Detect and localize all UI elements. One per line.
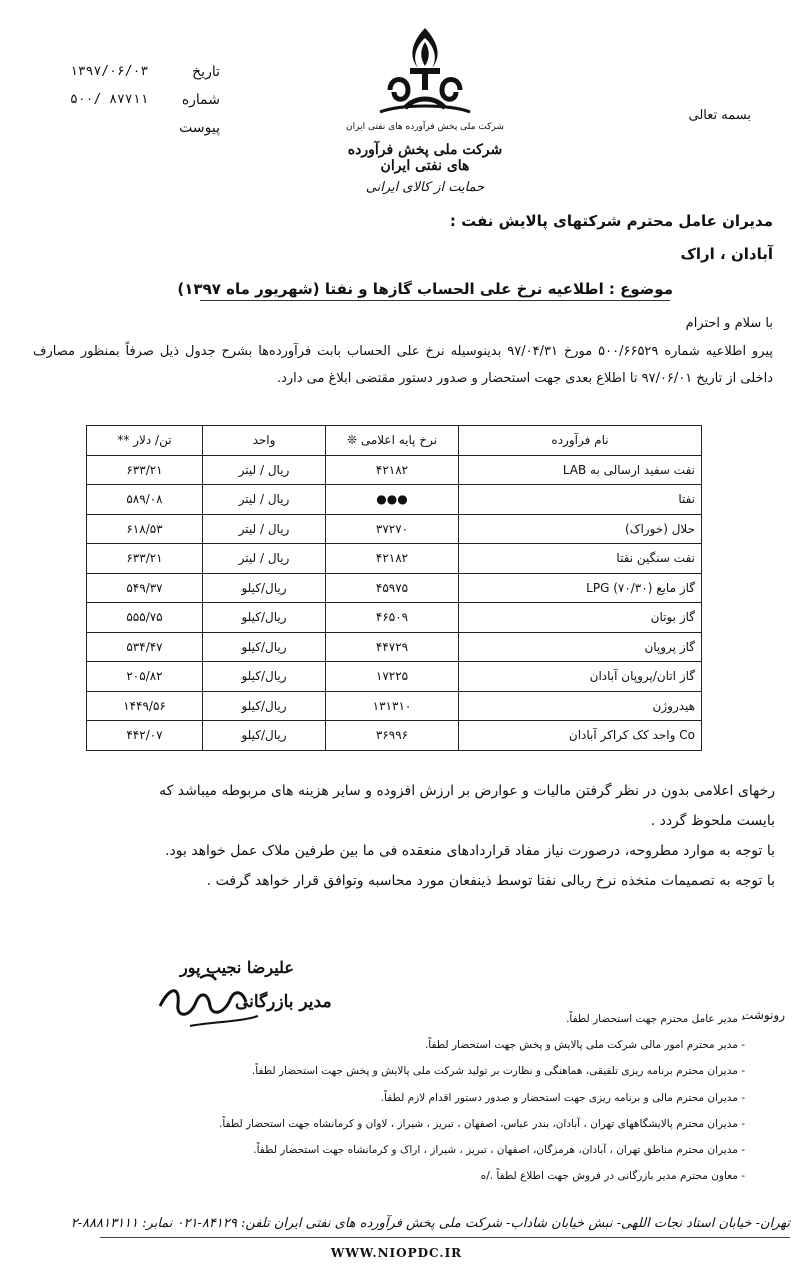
header-rate: نرخ پایه اعلامی ❊ <box>326 426 459 456</box>
unit-value: ریال/کیلو <box>203 573 326 603</box>
table-row <box>87 455 702 485</box>
product-name: هیدروژن <box>459 691 702 721</box>
cc-list <box>45 1006 745 1189</box>
letter-subject: موضوع : اطلاعیه نرخ علی الحساب گازها و نفتا (شهریور ماه ۱۳۹۷) <box>177 280 673 298</box>
note-line: بایست ملحوظ گردد . <box>650 813 775 829</box>
niopdc-logo <box>346 20 504 200</box>
number-value: ۵۰۰/ ۸۷۷۱۱ <box>70 92 149 107</box>
header-usd-per-ton: تن/ دلار ** <box>87 426 203 456</box>
unit-value: ریال/کیلو <box>203 691 326 721</box>
signer-title: مدیر بازرگانی <box>235 992 332 1012</box>
usd-value: ۶۳۳/۲۱ <box>87 455 203 485</box>
rate-value: ۱۳۱۳۱۰ <box>326 691 459 721</box>
rate-value: ●●● <box>326 485 459 515</box>
header-product: نام فرآورده <box>459 426 702 456</box>
product-name: گاز اتان/پروپان آبادان <box>459 662 702 692</box>
letter-meta <box>70 58 220 142</box>
note-line: رخهای اعلامی بدون در نظر گرفتن مالیات و عوارض بر ارزش افزوده و سایر هزینه های مربوطه میباشد که <box>159 783 775 799</box>
cc-item: - معاون محترم مدیر بازرگانی در فروش جهت اطلاع لطفاً ./ه <box>480 1170 745 1183</box>
cc-item: - مدیران محترم برنامه ریزی تلفیقی، هماهنگی و نظارت بر تولید شرکت ملی پالایش و پخش جهت استحضار لطفاً. <box>251 1065 745 1078</box>
rate-value: ۳۶۹۹۶ <box>326 721 459 751</box>
unit-value: ریال/کیلو <box>203 603 326 633</box>
table-row <box>87 632 702 662</box>
header-unit: واحد <box>203 426 326 456</box>
usd-value: ۵۴۹/۳۷ <box>87 573 203 603</box>
note-line: با توجه به تصمیمات متخذه نرخ ریالی نفتا توسط ذینفعان مورد محاسبه وتوافق قرار خواهد گرفت . <box>206 873 775 889</box>
unit-value: ریال / لیتر <box>203 485 326 515</box>
addressee-cities: آبادان ، اراک <box>680 245 773 263</box>
notes <box>20 776 775 896</box>
product-name: نفتا <box>459 485 702 515</box>
note-line: با توجه به موارد مطروحه، درصورت نیاز مفاد قراردادهای منعقده فی ما بین طرفین ملاک عمل خواهد بود. <box>165 843 775 859</box>
logo-subtitle: شرکت ملی پخش فرآورده های نفتی ایران <box>346 122 504 132</box>
product-name: گاز بوتان <box>459 603 702 633</box>
table-row <box>87 573 702 603</box>
footer-divider <box>100 1237 790 1238</box>
date-value: ۱۳۹۷/۰۶/۰۳ <box>70 64 149 79</box>
table-row <box>87 544 702 574</box>
usd-value: ۵۸۹/۰۸ <box>87 485 203 515</box>
unit-value: ریال / لیتر <box>203 455 326 485</box>
cc-label: رونوشت <box>742 1008 785 1022</box>
number-label: شماره <box>181 92 220 108</box>
date-label: تاریخ <box>192 64 220 80</box>
rate-value: ۱۷۲۲۵ <box>326 662 459 692</box>
usd-value: ۵۳۴/۴۷ <box>87 632 203 662</box>
attachment-label: پیوست <box>179 120 220 136</box>
unit-value: ریال/کیلو <box>203 721 326 751</box>
table-header-row <box>87 426 702 456</box>
cc-item: - مدیران محترم مالی و برنامه ریزی جهت استحضار و صدور دستور اقدام لازم لطفاً. <box>380 1091 745 1104</box>
rates-table <box>86 425 702 751</box>
usd-value: ۲۰۵/۸۲ <box>87 662 203 692</box>
table-row <box>87 603 702 633</box>
rate-value: ۴۲۱۸۲ <box>326 455 459 485</box>
signer-name: علیرضا نجیب پور <box>180 958 294 977</box>
table-row <box>87 691 702 721</box>
table-row <box>87 662 702 692</box>
unit-value: ریال/کیلو <box>203 632 326 662</box>
bismillah: بسمه تعالی <box>688 108 751 123</box>
cc-item: - مدیر عامل محترم جهت استحضار لطفاً. <box>566 1013 745 1025</box>
product-name: حلال (خوراک) <box>459 514 702 544</box>
greeting: با سلام و احترام <box>685 316 773 331</box>
product-name: نفت سفید ارسالی به LAB <box>459 455 702 485</box>
rate-value: ۴۴۷۲۹ <box>326 632 459 662</box>
unit-value: ریال / لیتر <box>203 514 326 544</box>
product-name: گاز پروپان <box>459 632 702 662</box>
usd-value: ۱۴۴۹/۵۶ <box>87 691 203 721</box>
table-row <box>87 721 702 751</box>
rate-value: ۴۶۵۰۹ <box>326 603 459 633</box>
flame-logo-icon <box>350 20 500 120</box>
product-name: گاز مایع LPG (۷۰/۳۰) <box>459 573 702 603</box>
addressee: مدیران عامل محترم شرکتهای پالایش نفت : <box>449 212 773 230</box>
logo-company-name: شرکت ملی پخش فرآورده های نفتی ایران <box>347 142 503 174</box>
unit-value: ریال / لیتر <box>203 544 326 574</box>
rate-value: ۴۵۹۷۵ <box>326 573 459 603</box>
unit-value: ریال/کیلو <box>203 662 326 692</box>
rate-value: ۴۲۱۸۲ <box>326 544 459 574</box>
cc-item: - مدیران محترم مناطق تهران ، آبادان، هرمزگان، اصفهان ، تبریز ، شیراز ، اراک و کرمانشاه جهت استحضار لطفاً. <box>253 1144 745 1157</box>
usd-value: ۵۵۵/۷۵ <box>87 603 203 633</box>
usd-value: ۶۱۸/۵۳ <box>87 514 203 544</box>
rate-value: ۳۷۲۷۰ <box>326 514 459 544</box>
cc-item: - مدیر محترم امور مالی شرکت ملی پالایش و پخش جهت استحضار لطفاً. <box>424 1039 745 1052</box>
product-name: Co واحد کک کراکر آبادان <box>459 721 702 751</box>
subject-underline <box>200 300 670 301</box>
letter-body: پیرو اطلاعیه شماره ۵۰۰/۶۶۵۲۹ مورخ ۹۷/۰۴/۳۱ بدینوسیله نرخ علی الحساب بابت فرآورده‌ها بشرح جدول ذیل صرفاً بمنظور مصارف داخلی از تاریخ ۹۷/۰۶/۰۱ تا اطلاع بعدی جهت استحضار و صدور دستور مقتضی ابلاغ می دارد. <box>33 344 773 386</box>
table-row <box>87 485 702 515</box>
footer-address: تهران- خیابان استاد نجات اللهی- نبش خیابان شاداب- شرکت ملی پخش فرآورده های نفتی ایران تلفن: ۸۴۱۲۹-۰۲۱ نمابر: ۸۸۸۱۳۱۱۱-۲ <box>70 1216 790 1231</box>
usd-value: ۴۴۲/۰۷ <box>87 721 203 751</box>
footer-website: WWW.NIOPDC.IR <box>330 1246 463 1260</box>
usd-value: ۶۳۳/۲۱ <box>87 544 203 574</box>
product-name: نفت سنگین نفتا <box>459 544 702 574</box>
logo-slogan: حمایت از کالای ایرانی <box>365 180 485 195</box>
cc-item: - مدیران محترم پالایشگاههای تهران ، آبادان، بندر عباس، اصفهان ، تبریز ، شیراز ، لاوان و کرمانشاه جهت استحضار لطفاً. <box>218 1117 745 1130</box>
table-row <box>87 514 702 544</box>
